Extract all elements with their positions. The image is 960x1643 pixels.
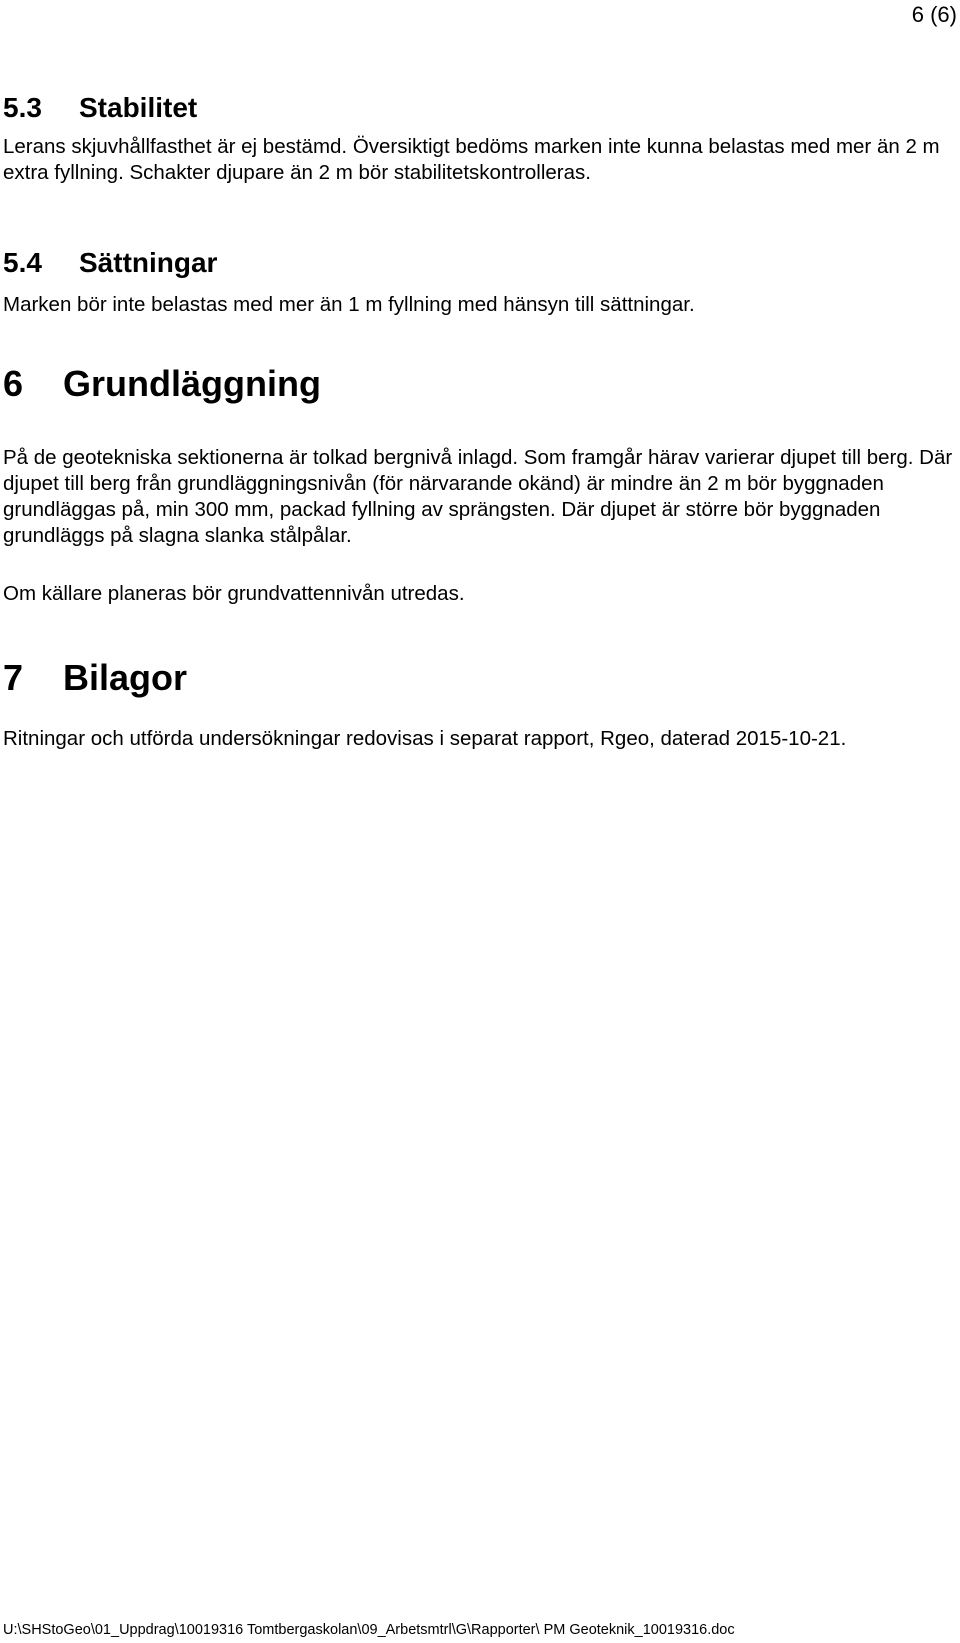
section-heading: [3, 364, 321, 404]
paragraph: Lerans skjuvhållfasthet är ej bestämd. Översiktigt bedöms marken inte kunna belastas med mer än 2 m extra fyllning. Schakter djupare än 2 m bör stabilitetskontrolleras.: [3, 135, 940, 184]
section-title: Bilagor: [63, 657, 188, 698]
page-number: 6 (6): [911, 2, 957, 27]
section-heading: [3, 658, 187, 698]
section-title: Sättningar: [79, 247, 218, 278]
section-number: 6: [3, 363, 24, 404]
section-number: 5.4: [3, 247, 42, 278]
section-title: Grundläggning: [63, 363, 321, 404]
section-number: 7: [3, 657, 24, 698]
footer-file-path: U:\SHStoGeo\01_Uppdrag\10019316 Tomtbergaskolan\09_Arbetsmtrl\G\Rapporter\ PM Geoteknik_10019316.doc: [3, 1622, 735, 1638]
section-heading: [3, 92, 197, 124]
paragraph: Marken bör inte belastas med mer än 1 m fyllning med hänsyn till sättningar.: [3, 293, 695, 316]
section-number: 5.3: [3, 92, 42, 123]
paragraph: På de geotekniska sektionerna är tolkad bergnivå inlagd. Som framgår härav varierar djupet till berg. Där djupet till berg från grundläggningsnivån (för närvarande okänd) är mindre än 2 m bör byggnaden grundläggas på, min 300 mm, packad fyllning av sprängsten. Där djupet är större bör byggnaden grundläggs på slagna slanka stålpålar.: [3, 446, 953, 547]
section-heading: [3, 247, 217, 279]
paragraph: Om källare planeras bör grundvattennivån utredas.: [3, 582, 465, 605]
paragraph: Ritningar och utförda undersökningar redovisas i separat rapport, Rgeo, daterad 2015-10-21.: [3, 727, 847, 750]
section-title: Stabilitet: [79, 92, 198, 123]
